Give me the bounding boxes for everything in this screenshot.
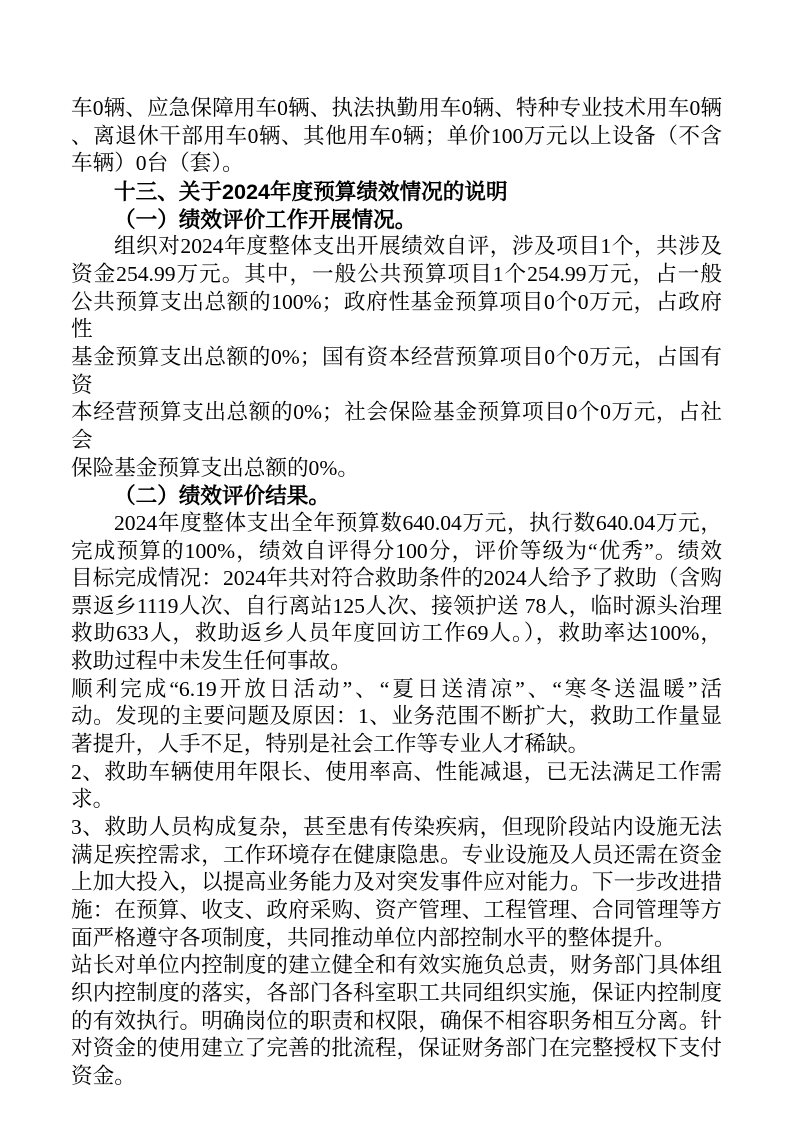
text-line: 面严格遵守各项制度，共同推动单位内部控制水平的整体提升。	[71, 925, 676, 950]
text-line: 车0辆、应急保障用车0辆、执法执勤用车0辆、特种专业技术用车0辆	[71, 96, 722, 120]
text-line: 求。	[71, 787, 115, 812]
text-line: 顺利完成“6.19开放日活动”、“夏日送清凉”、“寒冬送温暖”活	[71, 676, 722, 701]
text-line: 著提升，人手不足，特别是社会工作等专业人才稀缺。	[71, 732, 590, 757]
text-line: 站长对单位内控制度的建立健全和有效实施负总责，财务部门具体组	[71, 953, 722, 978]
document-text-block	[71, 95, 722, 1091]
text-line: 满足疾控需求，工作环境存在健康隐患。专业设施及人员还需在资金	[71, 842, 722, 867]
text-line: 资金。	[71, 1063, 136, 1088]
text-line: 资金254.99万元。其中，一般公共预算项目1个254.99万元，占一般	[71, 261, 722, 286]
text-line: 、离退休干部用车0辆、其他用车0辆；单价100万元以上设备（不含	[71, 123, 722, 148]
text-line: 救助过程中未发生任何事故。	[71, 649, 352, 674]
heading-line: （二）绩效评价结果。	[114, 483, 330, 509]
text-line: 公共预算支出总额的100%；政府性基金预算项目0个0万元，占政府性	[71, 289, 722, 342]
text-line: 对资金的使用建立了完善的批流程，保证财务部门在完整授权下支付	[71, 1036, 722, 1061]
heading-line: （一）绩效评价工作开展情况。	[114, 206, 417, 232]
text-line: 动。发现的主要问题及原因：1、业务范围不断扩大，救助工作量显	[71, 704, 722, 729]
text-line: 救助633人，救助返乡人员年度回访工作69人。），救助率达100%，	[71, 621, 722, 646]
text-line: 2024年度整体支出全年预算数640.04万元，执行数640.04万元，	[114, 510, 722, 535]
text-line: 织内控制度的落实，各部门各科室职工共同组织实施，保证内控制度	[71, 981, 722, 1005]
text-line: 车辆）0台（套）。	[71, 151, 244, 176]
text-line: 完成预算的100%，绩效自评得分100分，评价等级为“优秀”。绩效	[71, 538, 722, 563]
text-line: 3、救助人员构成复杂，甚至患有传染疾病，但现阶段站内设施无法	[71, 815, 722, 840]
text-line: 保险基金预算支出总额的0%。	[71, 455, 359, 480]
text-line: 组织对2024年度整体支出开展绩效自评，涉及项目1个，共涉及	[114, 234, 722, 259]
text-line: 的有效执行。明确岗位的职责和权限，确保不相容职务相互分离。针	[71, 1008, 722, 1033]
heading-line: 十三、关于2024年度预算绩效情况的说明	[114, 178, 508, 204]
text-line: 本经营预算支出总额的0%；社会保险基金预算项目0个0万元，占社会	[71, 400, 722, 452]
text-line: 目标完成情况：2024年共对符合救助条件的2024人给予了救助（含购	[71, 566, 722, 591]
text-line: 上加大投入，以提高业务能力及对突发事件应对能力。下一步改进措	[71, 870, 722, 895]
text-line: 票返乡1119人次、自行离站125人次、接领护送 78人，临时源头治理	[71, 593, 722, 618]
text-line: 基金预算支出总额的0%；国有资本经营预算项目0个0万元，占国有资	[71, 344, 722, 397]
text-line: 2、救助车辆使用年限长、使用率高、性能减退，已无法满足工作需	[71, 759, 722, 784]
text-line: 施：在预算、收支、政府采购、资产管理、工程管理、合同管理等方	[71, 898, 722, 923]
